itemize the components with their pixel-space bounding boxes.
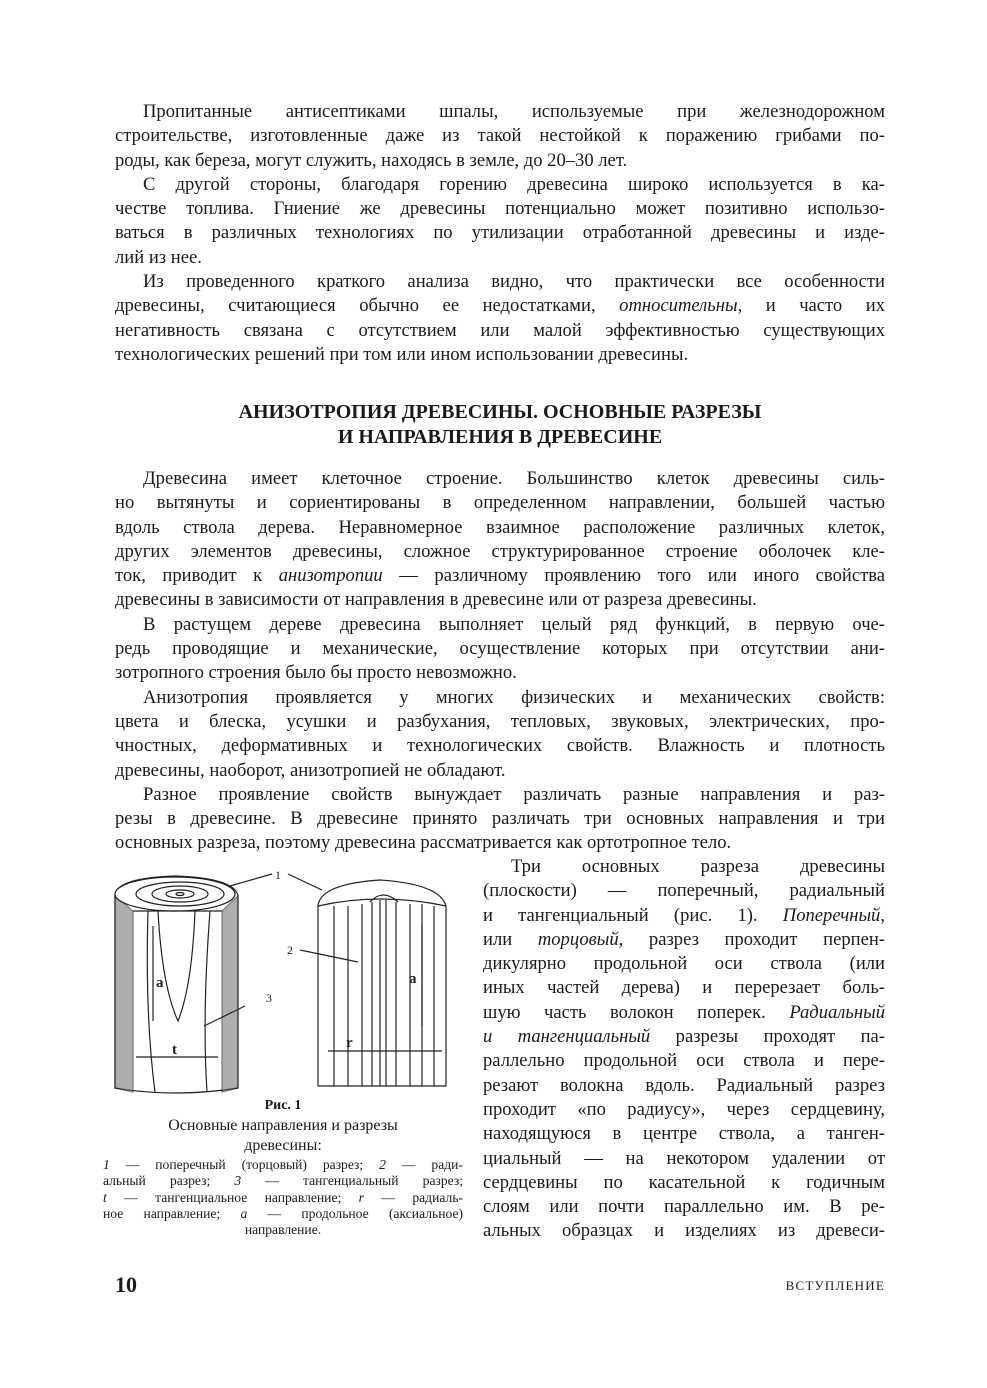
text-line: резают волокна вдоль. Радиальный разрез	[483, 1074, 885, 1096]
column-paragraph	[483, 855, 885, 1244]
paragraph	[115, 783, 885, 856]
text-line: но вытянуты и сориентированы в определенном направлении, большей частью	[115, 492, 885, 514]
text-line: ваться в различных технологиях по утилизации отработанной древесины и изде-	[115, 222, 885, 244]
text-line: дикулярно продольной оси ствола (или	[483, 953, 885, 975]
figure-label-tangential: t	[172, 1042, 177, 1058]
text-line: редь проводящие и механические, осуществление которых при отсутствии ани-	[115, 638, 885, 660]
text-line: зотропного строения было бы просто невозможно.	[115, 662, 517, 684]
text-line: и тангенциальный (рис. 1). Поперечный,	[483, 904, 885, 926]
italic-term: 2	[379, 1157, 386, 1172]
text-line: раллельно продольной оси ствола и пере-	[483, 1050, 885, 1072]
text-line: древесины, считающиеся обычно ее недостатками, относительны, и часто их	[115, 295, 885, 317]
section-paragraphs	[115, 467, 885, 856]
figure-label-1: 1	[275, 868, 281, 882]
text-line: и тангенциальный разрезы проходят па-	[483, 1026, 885, 1048]
paragraph	[115, 173, 885, 270]
text-line: альных образцах и изделиях из древеси-	[483, 1220, 885, 1242]
text-line: основных разреза, поэтому древесина рассматривается как ортотропное тело.	[115, 832, 732, 854]
text-line: циальный — на некотором удалении от	[483, 1147, 885, 1169]
text-line: ток, приводит к анизотропии — различному проявлению того или иного свойства	[115, 565, 885, 587]
italic-term: r	[358, 1189, 364, 1205]
figure-number: Рис. 1	[264, 1098, 302, 1113]
italic-term: и тангенциальный	[483, 1026, 651, 1048]
figure-title-line: Основные направления и разрезы	[168, 1117, 398, 1134]
text-line: Пропитанные антисептиками шпалы, используемые при железнодорожном	[143, 101, 885, 122]
figure-label-axial-left: a	[156, 975, 164, 991]
italic-term: 1	[103, 1157, 110, 1172]
text-line: иных частей дерева) и перерезает боль-	[483, 977, 885, 999]
italic-term: Поперечный	[782, 904, 881, 926]
text-line: Разное проявление свойств вынуждает различать разные направления и раз-	[143, 783, 885, 805]
text-line: вдоль ствола дерева. Неравномерное взаимное расположение различных клеток,	[115, 516, 885, 538]
heading-line: И НАПРАВЛЕНИЯ В ДРЕВЕСИНЕ	[337, 426, 663, 448]
text-line: древесины в зависимости от направления в древесине или от разреза древесины.	[115, 589, 757, 611]
text-line: чностных, деформативных и технологических свойств. Влажность и плотность	[115, 735, 885, 757]
italic-term: относительны	[619, 295, 738, 317]
text-line: слоям или почти параллельно им. В ре-	[483, 1196, 885, 1218]
text-line: древесины, наоборот, анизотропией не обладают.	[115, 759, 506, 781]
paragraph	[115, 686, 885, 783]
paragraph	[115, 270, 885, 367]
running-footer-section: ВСТУПЛЕНИЕ	[785, 1278, 885, 1293]
text-line: альный разрез; 3 — тангенциальный разрез;	[103, 1173, 463, 1189]
text-line: шую часть волокон поперек. Радиальный	[483, 1001, 885, 1023]
text-line: цвета и блеска, усушки и разбухания, тепловых, звуковых, электрических, про-	[115, 710, 885, 732]
figure-label-3: 3	[266, 991, 272, 1005]
text-line: Древесина имеет клеточное строение. Большинство клеток древесины силь-	[143, 468, 885, 489]
text-line: 1 — поперечный (торцовый) разрез; 2 — ради-	[103, 1157, 463, 1172]
text-line: С другой стороны, благодаря горению древесина широко используется в ка-	[143, 173, 885, 195]
text-line: лий из нее.	[115, 246, 202, 268]
text-line: резы в древесине. В древесине принято различать три основных направления и три	[115, 808, 885, 830]
text-line: направление.	[244, 1222, 322, 1238]
figure-caption	[103, 1096, 463, 1238]
text-line: строительстве, изготовленные даже из такой нестойкой к поражению грибами по-	[115, 125, 885, 147]
italic-term: анизотропии	[278, 565, 383, 587]
text-line: ное направление; a — продольное (аксиальное)	[103, 1205, 464, 1221]
section-heading	[115, 400, 885, 450]
text-line: t — тангенциальное направление; r — радиаль-	[103, 1189, 464, 1205]
figure-label-2: 2	[287, 943, 293, 957]
paragraph	[115, 467, 885, 613]
log-radial-illustration	[288, 874, 446, 1086]
text-line: честве топлива. Гниение же древесины потенциально может позитивно использо-	[115, 198, 885, 220]
text-line: роды, как береза, могут служить, находясь в земле, до 20–30 лет.	[115, 149, 628, 171]
intro-paragraphs	[115, 100, 885, 367]
figure-title-line: древесины:	[244, 1137, 322, 1154]
text-line: или торцовый, разрез проходит перпен-	[483, 928, 885, 950]
text-line: других элементов древесины, сложное структурированное строение оболочек кле-	[115, 540, 885, 562]
italic-term: a	[240, 1205, 248, 1221]
text-line: проходит «по радиусу», через сердцевину,	[483, 1098, 885, 1120]
heading-line: АНИЗОТРОПИЯ ДРЕВЕСИНЫ. ОСНОВНЫЕ РАЗРЕЗЫ	[238, 401, 762, 423]
text-line: Анизотропия проявляется у многих физических и механических свойств:	[143, 686, 885, 708]
paragraph	[115, 100, 885, 173]
figure-label-axial-right: a	[409, 971, 417, 987]
paragraph	[115, 613, 885, 686]
figure-wood-sections	[100, 866, 470, 1098]
text-line: Из проведенного краткого анализа видно, что практически все особенности	[143, 271, 885, 293]
text-line: Три основных разреза древесины	[511, 856, 885, 877]
text-line: негативность связана с отсутствием или малой эффективностью существующих	[115, 319, 885, 341]
text-line: (плоскости) — поперечный, радиальный	[483, 880, 885, 902]
text-line: сердцевины по касательной к годичным	[483, 1171, 885, 1193]
italic-term: торцовый	[537, 928, 619, 950]
text-line: технологических решений при том или ином использовании древесины.	[115, 343, 689, 365]
log-tangential-illustration	[115, 874, 272, 1093]
italic-term: 3	[234, 1173, 242, 1189]
italic-term: t	[103, 1189, 107, 1205]
figure-legend	[103, 1157, 463, 1238]
text-line: находящуюся в центре ствола, а танген-	[483, 1123, 885, 1145]
page-number: 10	[115, 1272, 137, 1297]
text-line: В растущем дереве древесина выполняет целый ряд функций, в первую оче-	[143, 613, 885, 635]
italic-term: Радиальный	[789, 1001, 885, 1023]
figure-label-radial: r	[346, 1035, 353, 1051]
